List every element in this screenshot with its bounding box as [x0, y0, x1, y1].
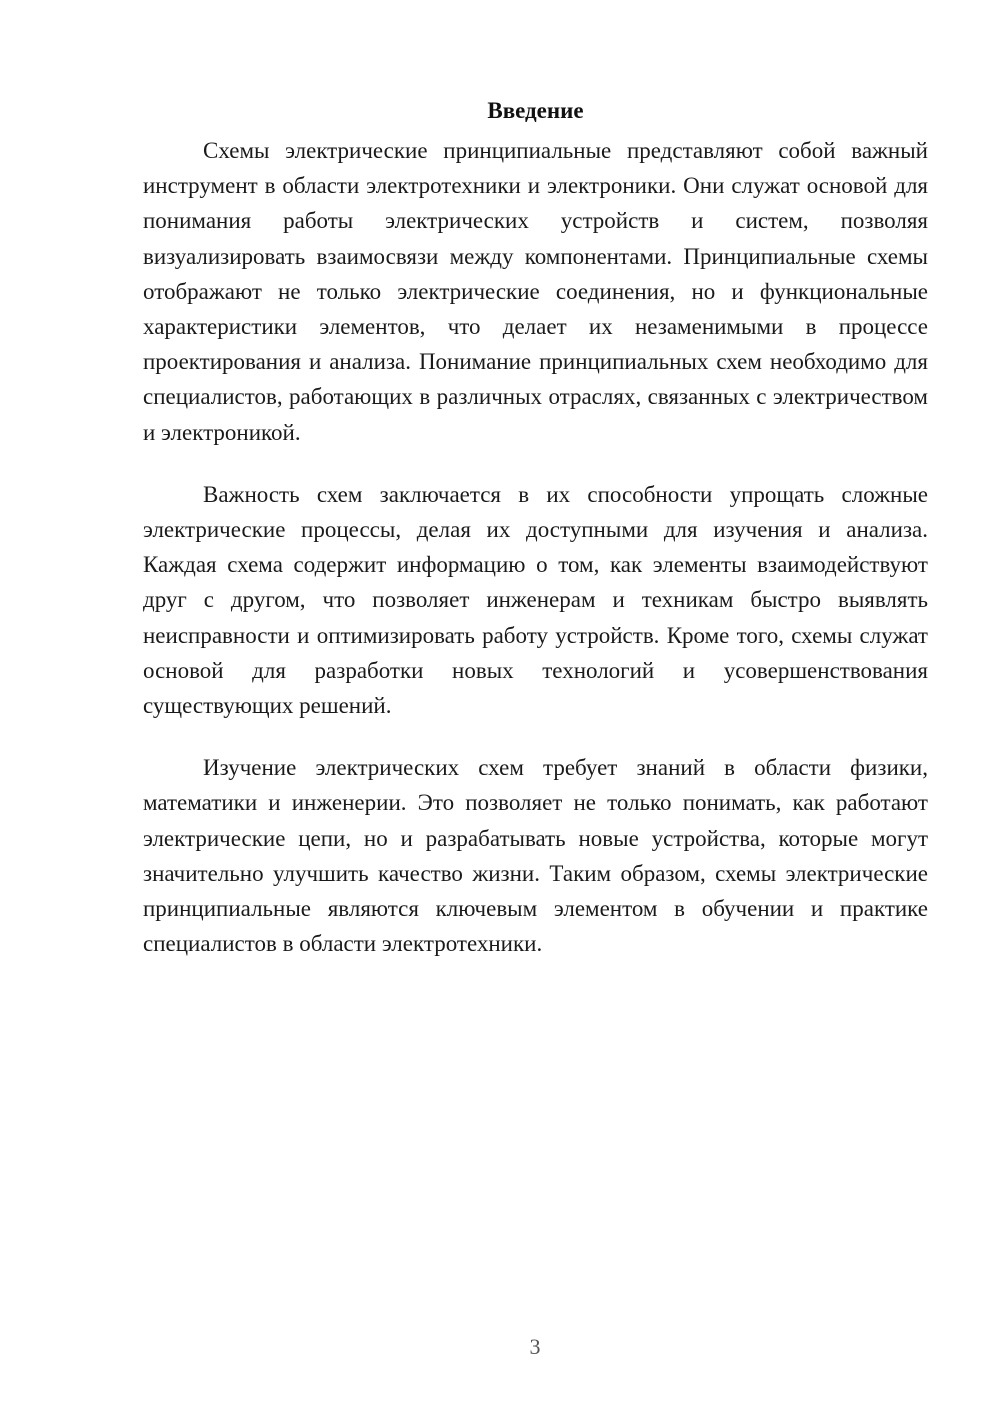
- paragraph-1: Схемы электрические принципиальные представляют собой важный инструмент в области электротехники и электроники. Они служат основой для понимания работы электрических устройств и систем, позволяя визуализировать взаимосвязи между компонентами. Принципиальные схемы отображают не только электрические соединения, но и функциональные характеристики элементов, что делает их незаменимыми в процессе проектирования и анализа. Понимание принципиальных схем необходимо для специалистов, работающих в различных отраслях, связанных с электричеством и электроникой.: [143, 138, 928, 445]
- paragraph-3: Изучение электрических схем требует знаний в области физики, математики и инженерии. Это позволяет не только понимать, как работают электрические цепи, но и разрабатывать новые устройства, которые могут значительно улучшить качество жизни. Таким образом, схемы электрические принципиальные являются ключевым элементом в обучении и практике специалистов в области электротехники.: [143, 755, 928, 957]
- page-content: [143, 96, 928, 961]
- section-heading: Введение: [487, 98, 584, 123]
- paragraph-2: Важность схем заключается в их способности упрощать сложные электрические процессы, делая их доступными для изучения и анализа. Каждая схема содержит информацию о том, как элементы взаимодействуют друг с другом, что позволяет инженерам и техникам быстро выявлять неисправности и оптимизировать работу устройств. Кроме того, схемы служат основой для разработки новых технологий и усовершенствования существующих решений.: [143, 481, 928, 719]
- page-number: 3: [529, 1334, 541, 1359]
